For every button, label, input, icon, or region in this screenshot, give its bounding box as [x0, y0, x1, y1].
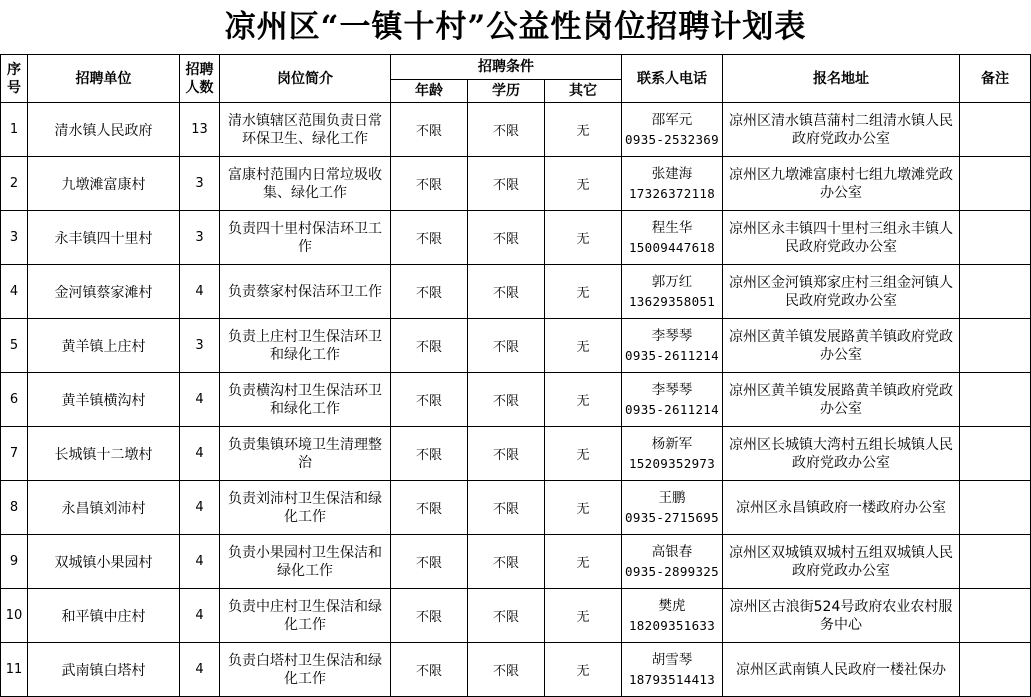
table-row [1, 535, 1031, 589]
contact-name: 高银春 [651, 543, 693, 560]
cell-education: 不限 [468, 157, 545, 211]
contact-name: 张建海 [651, 165, 693, 182]
cell-address: 凉州区永丰镇四十里村三组永丰镇人民政府党政办公室 [723, 211, 960, 265]
cell-desc: 负责上庄村卫生保洁环卫和绿化工作 [220, 319, 391, 373]
cell-age: 不限 [391, 319, 468, 373]
cell-unit: 清水镇人民政府 [28, 103, 180, 157]
cell-education: 不限 [468, 373, 545, 427]
cell-seq: 11 [1, 643, 28, 697]
cell-seq: 3 [1, 211, 28, 265]
cell-address: 凉州区黄羊镇发展路黄羊镇政府党政办公室 [723, 373, 960, 427]
cell-count: 4 [180, 373, 220, 427]
cell-education: 不限 [468, 535, 545, 589]
contact-phone: 0935-2532369 [625, 131, 719, 147]
contact-name: 胡雪琴 [651, 651, 693, 668]
cell-age: 不限 [391, 481, 468, 535]
cell-desc: 清水镇辖区范围负责日常环保卫生、绿化工作 [220, 103, 391, 157]
header-remark: 备注 [960, 55, 1031, 103]
cell-unit: 永丰镇四十里村 [28, 211, 180, 265]
cell-count: 3 [180, 157, 220, 211]
cell-seq: 4 [1, 265, 28, 319]
cell-education: 不限 [468, 103, 545, 157]
cell-other: 无 [545, 157, 622, 211]
cell-education: 不限 [468, 643, 545, 697]
cell-other: 无 [545, 103, 622, 157]
table-body [1, 103, 1031, 697]
cell-remark [960, 103, 1031, 157]
cell-remark [960, 427, 1031, 481]
cell-education: 不限 [468, 481, 545, 535]
header-contact: 联系人电话 [622, 55, 723, 103]
cell-address: 凉州区长城镇大湾村五组长城镇人民政府党政办公室 [723, 427, 960, 481]
cell-desc: 负责刘沛村卫生保洁和绿化工作 [220, 481, 391, 535]
contact-phone: 0935-2611214 [625, 401, 719, 417]
cell-desc: 负责蔡家村保洁环卫工作 [220, 265, 391, 319]
cell-seq: 2 [1, 157, 28, 211]
cell-education: 不限 [468, 589, 545, 643]
cell-education: 不限 [468, 319, 545, 373]
cell-contact [622, 373, 723, 427]
cell-desc: 负责四十里村保洁环卫工作 [220, 211, 391, 265]
cell-count: 13 [180, 103, 220, 157]
contact-phone: 18793514413 [628, 671, 716, 687]
contact-phone: 13629358051 [628, 293, 716, 309]
cell-address: 凉州区永昌镇政府一楼政府办公室 [723, 481, 960, 535]
header-conditions: 招聘条件 [391, 55, 622, 80]
cell-address: 凉州区清水镇莒蒲村二组清水镇人民政府党政办公室 [723, 103, 960, 157]
cell-remark [960, 157, 1031, 211]
cell-address: 凉州区九墩滩富康村七组九墩滩党政办公室 [723, 157, 960, 211]
cell-contact [622, 643, 723, 697]
contact-phone: 17326372118 [628, 185, 716, 201]
cell-desc: 负责集镇环境卫生清理整治 [220, 427, 391, 481]
header-desc: 岗位简介 [220, 55, 391, 103]
cell-count: 4 [180, 535, 220, 589]
cell-age: 不限 [391, 427, 468, 481]
cell-seq: 7 [1, 427, 28, 481]
contact-name: 李琴琴 [651, 381, 693, 398]
cell-desc: 负责横沟村卫生保洁环卫和绿化工作 [220, 373, 391, 427]
cell-remark [960, 211, 1031, 265]
cell-desc: 负责中庄村卫生保洁和绿化工作 [220, 589, 391, 643]
contact-name: 杨新军 [651, 435, 693, 452]
cell-seq: 10 [1, 589, 28, 643]
recruitment-table [0, 54, 1031, 697]
cell-remark [960, 643, 1031, 697]
cell-other: 无 [545, 427, 622, 481]
table-row [1, 319, 1031, 373]
cell-other: 无 [545, 589, 622, 643]
cell-other: 无 [545, 211, 622, 265]
table-row [1, 589, 1031, 643]
cell-unit: 金河镇蔡家滩村 [28, 265, 180, 319]
contact-name: 李琴琴 [651, 327, 693, 344]
cell-contact [622, 157, 723, 211]
cell-age: 不限 [391, 211, 468, 265]
contact-name: 程生华 [651, 219, 693, 236]
contact-phone: 0935-2715695 [625, 509, 719, 525]
cell-seq: 9 [1, 535, 28, 589]
cell-seq: 6 [1, 373, 28, 427]
cell-age: 不限 [391, 265, 468, 319]
cell-count: 3 [180, 211, 220, 265]
cell-other: 无 [545, 481, 622, 535]
cell-unit: 和平镇中庄村 [28, 589, 180, 643]
cell-unit: 永昌镇刘沛村 [28, 481, 180, 535]
contact-phone: 15209352973 [628, 455, 716, 471]
table-row [1, 211, 1031, 265]
cell-unit: 武南镇白塔村 [28, 643, 180, 697]
cell-contact [622, 319, 723, 373]
cell-contact [622, 427, 723, 481]
cell-address: 凉州区武南镇人民政府一楼社保办 [723, 643, 960, 697]
table-row [1, 157, 1031, 211]
cell-contact [622, 589, 723, 643]
cell-address: 凉州区黄羊镇发展路黄羊镇政府党政办公室 [723, 319, 960, 373]
table-row [1, 373, 1031, 427]
cell-unit: 双城镇小果园村 [28, 535, 180, 589]
table-row [1, 265, 1031, 319]
cell-age: 不限 [391, 373, 468, 427]
cell-education: 不限 [468, 427, 545, 481]
cell-other: 无 [545, 373, 622, 427]
cell-desc: 富康村范围内日常垃圾收集、绿化工作 [220, 157, 391, 211]
cell-remark [960, 265, 1031, 319]
cell-address: 凉州区古浪街524号政府农业农村服务中心 [723, 589, 960, 643]
cell-contact [622, 481, 723, 535]
header-unit: 招聘单位 [28, 55, 180, 103]
cell-unit: 九墩滩富康村 [28, 157, 180, 211]
header-address: 报名地址 [723, 55, 960, 103]
cell-age: 不限 [391, 643, 468, 697]
cell-age: 不限 [391, 535, 468, 589]
cell-count: 4 [180, 481, 220, 535]
page-title: 凉州区“一镇十村”公益性岗位招聘计划表 [224, 9, 807, 45]
cell-contact [622, 211, 723, 265]
cell-education: 不限 [468, 211, 545, 265]
cell-count: 4 [180, 265, 220, 319]
table-row [1, 103, 1031, 157]
cell-remark [960, 373, 1031, 427]
cell-desc: 负责白塔村卫生保洁和绿化工作 [220, 643, 391, 697]
contact-phone: 18209351633 [628, 617, 716, 633]
cell-count: 4 [180, 643, 220, 697]
cell-unit: 黄羊镇上庄村 [28, 319, 180, 373]
contact-name: 郭万红 [651, 273, 693, 290]
header-seq: 序号 [1, 55, 28, 103]
cell-age: 不限 [391, 103, 468, 157]
cell-address: 凉州区金河镇郑家庄村三组金河镇人民政府党政办公室 [723, 265, 960, 319]
cell-unit: 长城镇十二墩村 [28, 427, 180, 481]
header-row [1, 55, 1031, 80]
cell-other: 无 [545, 535, 622, 589]
cell-other: 无 [545, 265, 622, 319]
cell-seq: 5 [1, 319, 28, 373]
cell-seq: 1 [1, 103, 28, 157]
header-age: 年龄 [391, 80, 468, 103]
contact-phone: 0935-2899325 [625, 563, 719, 579]
cell-count: 3 [180, 319, 220, 373]
table-row [1, 643, 1031, 697]
cell-age: 不限 [391, 589, 468, 643]
cell-other: 无 [545, 643, 622, 697]
cell-other: 无 [545, 319, 622, 373]
cell-remark [960, 481, 1031, 535]
table-row [1, 481, 1031, 535]
table-row [1, 427, 1031, 481]
cell-unit: 黄羊镇横沟村 [28, 373, 180, 427]
cell-age: 不限 [391, 157, 468, 211]
cell-remark [960, 319, 1031, 373]
cell-desc: 负责小果园村卫生保洁和绿化工作 [220, 535, 391, 589]
cell-remark [960, 589, 1031, 643]
cell-count: 4 [180, 589, 220, 643]
header-education: 学历 [468, 80, 545, 103]
header-other: 其它 [545, 80, 622, 103]
cell-seq: 8 [1, 481, 28, 535]
header-count: 招聘人数 [180, 55, 220, 103]
cell-contact [622, 265, 723, 319]
cell-contact [622, 535, 723, 589]
cell-contact [622, 103, 723, 157]
contact-name: 邵军元 [651, 111, 693, 128]
cell-count: 4 [180, 427, 220, 481]
contact-phone: 0935-2611214 [625, 347, 719, 363]
contact-name: 王鹏 [658, 489, 686, 506]
contact-name: 樊虎 [658, 597, 686, 614]
contact-phone: 15009447618 [628, 239, 716, 255]
cell-remark [960, 535, 1031, 589]
cell-education: 不限 [468, 265, 545, 319]
cell-address: 凉州区双城镇双城村五组双城镇人民政府党政办公室 [723, 535, 960, 589]
